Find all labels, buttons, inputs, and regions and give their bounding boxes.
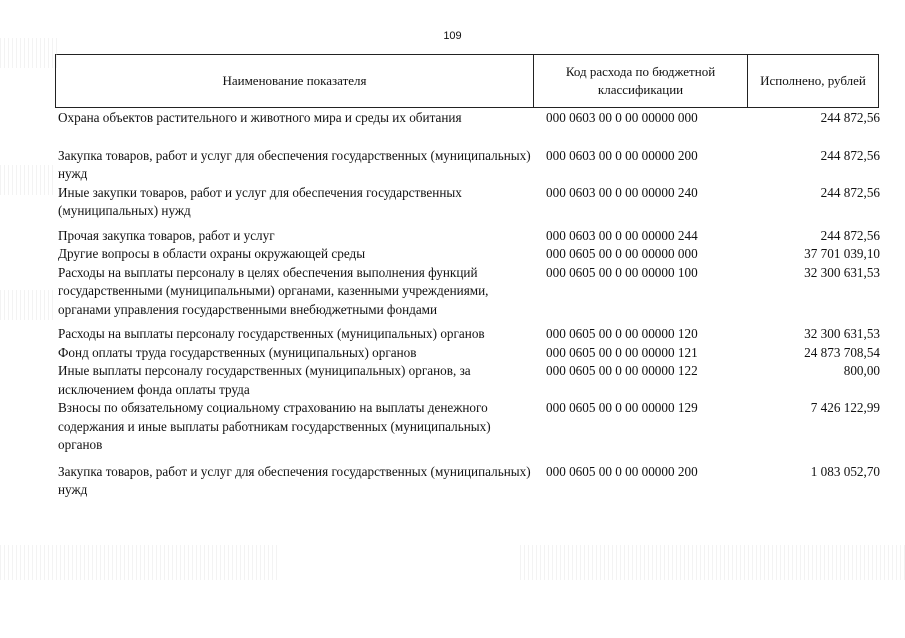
table-body [58,109,880,500]
table-row [58,362,880,399]
expense-code: 000 0605 00 0 00 00000 129 [546,400,698,415]
executed-amount: 244 872,56 [820,147,880,163]
scan-noise [0,38,60,68]
indicator-name: Закупка товаров, работ и услуг для обеспечения государственных (муниципальных) нужд [58,147,531,181]
scan-noise [0,545,280,580]
table-row [58,184,880,221]
indicator-name: Взносы по обязательному социальному страхованию на выплаты денежного содержания и иные выплаты работникам государственных (муниципальных) органов [58,400,491,452]
scan-noise [0,165,55,195]
expense-code: 000 0605 00 0 00 00000 122 [546,363,698,378]
indicator-name: Охрана объектов растительного и животного мира и среды их обитания [58,110,462,125]
header-indicator-name: Наименование показателя [56,55,534,107]
indicator-name: Фонд оплаты труда государственных (муниципальных) органов [58,344,417,360]
table-row [58,109,880,128]
indicator-name: Прочая закупка товаров, работ и услуг [58,227,275,243]
page-number: 109 [443,30,462,42]
indicator-name: Иные закупки товаров, работ и услуг для обеспечения государственных (муниципальных) нужд [58,184,462,218]
executed-amount: 1 083 052,70 [810,463,880,479]
executed-amount: 800,00 [843,363,880,378]
table-row [58,227,880,246]
table-header [55,54,879,108]
scan-noise [520,545,905,580]
executed-amount: 32 300 631,53 [804,326,880,341]
table-row [58,245,880,264]
executed-amount: 244 872,56 [820,110,880,125]
header-executed-amount: Исполнено, рублей [760,73,866,88]
expense-code: 000 0603 00 0 00 00000 240 [546,184,698,200]
indicator-name: Расходы на выплаты персоналу в целях обеспечения выполнения функций государственными (муниципальными) органами, казенными учреждениями, органами управления государственными внебюджетными фондами [58,264,489,317]
indicator-name: Закупка товаров, работ и услуг для обеспечения государственных (муниципальных) нужд [58,463,531,497]
executed-amount: 244 872,56 [820,184,880,200]
expense-code: 000 0605 00 0 00 00000 100 [546,264,698,280]
table-row [58,399,880,455]
header-expense-code: Код расхода по бюджетной классификации [534,55,748,107]
expense-code: 000 0605 00 0 00 00000 120 [546,326,698,341]
expense-code: 000 0603 00 0 00 00000 000 [546,110,698,125]
indicator-name: Другие вопросы в области охраны окружающей среды [58,246,366,261]
table-row [58,147,880,184]
table-row [58,344,880,363]
executed-amount: 37 701 039,10 [804,246,880,261]
executed-amount: 32 300 631,53 [804,264,880,280]
executed-amount: 7 426 122,99 [810,400,880,415]
expense-code: 000 0605 00 0 00 00000 121 [546,344,698,360]
executed-amount: 24 873 708,54 [804,344,880,360]
table-row [58,264,880,320]
indicator-name: Расходы на выплаты персоналу государственных (муниципальных) органов [58,326,485,341]
expense-code: 000 0605 00 0 00 00000 000 [546,246,698,261]
executed-amount: 244 872,56 [820,227,880,243]
expense-code: 000 0605 00 0 00 00000 200 [546,463,698,479]
scan-noise [0,290,55,320]
table-row [58,463,880,500]
expense-code: 000 0603 00 0 00 00000 244 [546,227,698,243]
expense-code: 000 0603 00 0 00 00000 200 [546,147,698,163]
indicator-name: Иные выплаты персоналу государственных (муниципальных) органов, за исключением фонда оплаты труда [58,363,471,397]
table-row [58,325,880,344]
